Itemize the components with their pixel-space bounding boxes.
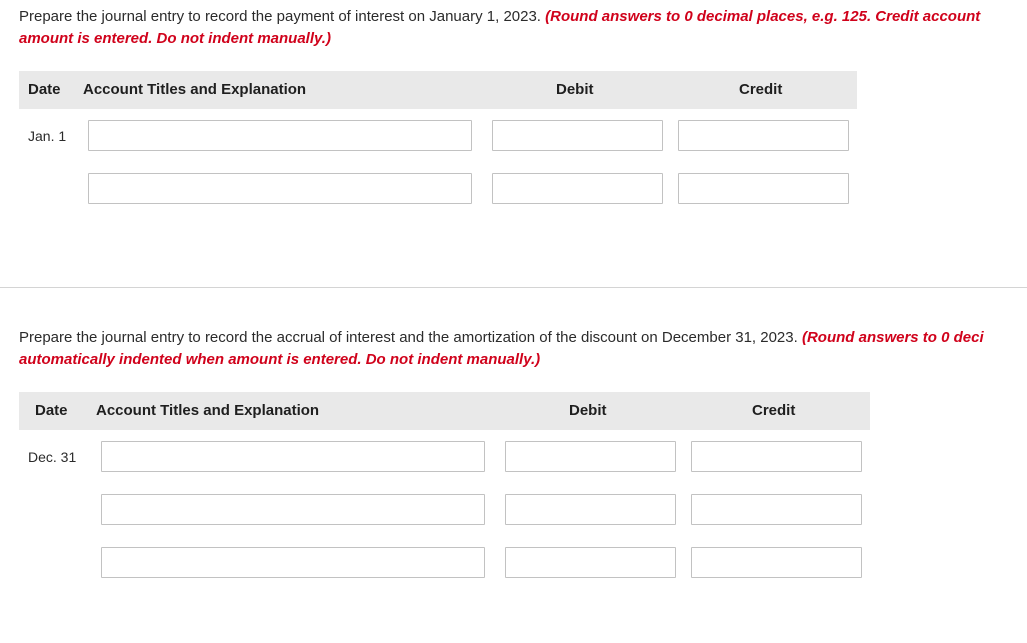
credit-input[interactable]: [691, 441, 862, 472]
debit-input[interactable]: [492, 173, 663, 204]
debit-input[interactable]: [505, 494, 676, 525]
instruction-1-emphasis: (Round answers to 0 decimal places, e.g. 125. Credit account: [545, 8, 981, 25]
instruction-1-plain: Prepare the journal entry to record the payment of interest on January 1, 2023.: [19, 8, 546, 25]
credit-input[interactable]: [678, 120, 849, 151]
account-title-input[interactable]: [88, 173, 472, 204]
entry-date-dec-31: Dec. 31: [28, 449, 77, 465]
debit-input[interactable]: [492, 120, 663, 151]
section-divider: [0, 287, 1027, 288]
debit-input[interactable]: [505, 441, 676, 472]
credit-input[interactable]: [691, 494, 862, 525]
account-title-input[interactable]: [101, 494, 485, 525]
header-credit: Credit: [739, 81, 783, 98]
instruction-2-line-1: [19, 327, 1027, 349]
header-credit: Credit: [752, 402, 796, 419]
journal-table-2-header: [19, 392, 870, 430]
instruction-1-emphasis-cont: amount is entered. Do not indent manually.): [19, 30, 331, 47]
instruction-1-line-1: [19, 6, 1027, 28]
journal-table-1-header: [19, 71, 857, 109]
debit-input[interactable]: [505, 547, 676, 578]
account-title-input[interactable]: [101, 547, 485, 578]
account-title-input[interactable]: [88, 120, 472, 151]
header-debit: Debit: [556, 81, 594, 98]
credit-input[interactable]: [691, 547, 862, 578]
account-title-input[interactable]: [101, 441, 485, 472]
entry-date-jan-1: Jan. 1: [28, 128, 67, 144]
header-date: Date: [35, 402, 68, 419]
instruction-1: [19, 6, 1027, 50]
instruction-2-plain: Prepare the journal entry to record the accrual of interest and the amortization of the discount on December 31, 2023.: [19, 329, 802, 346]
header-date: Date: [28, 81, 61, 98]
instruction-2: [19, 327, 1027, 371]
instruction-2-emphasis: (Round answers to 0 deci: [801, 329, 984, 346]
instruction-2-emphasis-cont: automatically indented when amount is entered. Do not indent manually.): [19, 351, 541, 368]
header-account-titles: Account Titles and Explanation: [96, 402, 320, 419]
credit-input[interactable]: [678, 173, 849, 204]
header-debit: Debit: [569, 402, 607, 419]
header-account-titles: Account Titles and Explanation: [83, 81, 307, 98]
